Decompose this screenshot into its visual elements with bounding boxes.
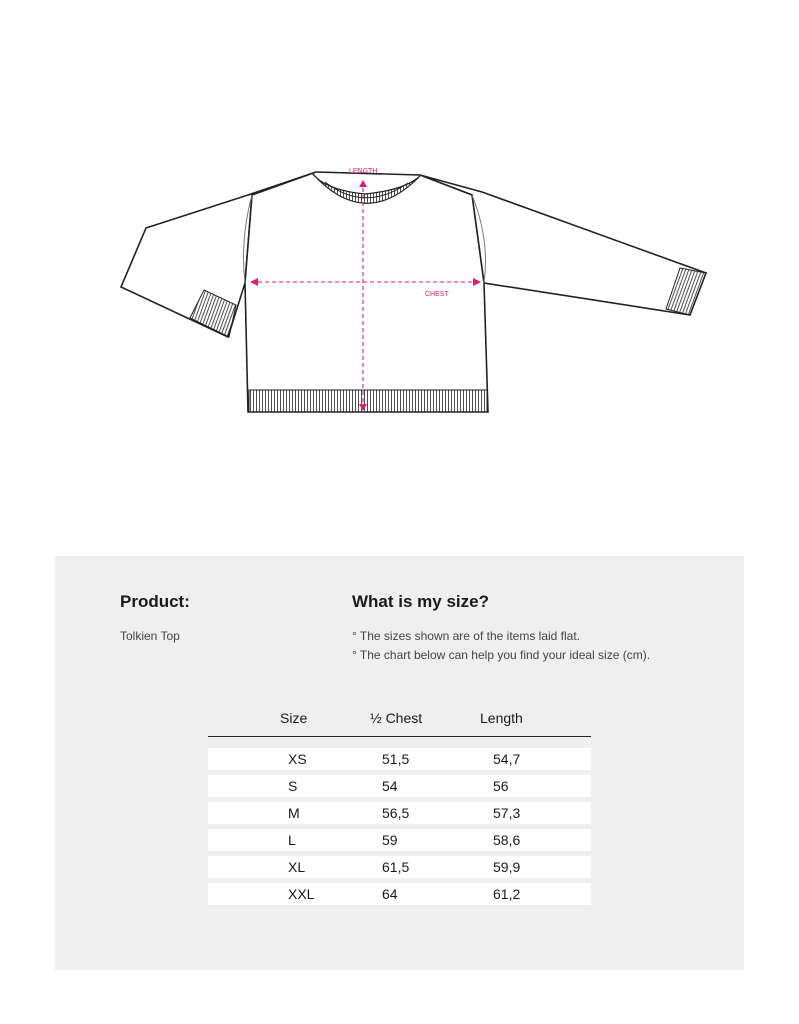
- half-chest-cell: 64: [382, 886, 398, 902]
- length-cell: 58,6: [493, 832, 521, 848]
- sizing-note: ° The sizes shown are of the items laid flat.: [352, 629, 581, 643]
- product-name: Tolkien Top: [120, 629, 180, 643]
- half-chest-cell: 59: [382, 832, 398, 848]
- header-size: Size: [280, 710, 308, 726]
- hem-rib: [249, 390, 487, 412]
- half-chest-cell: 56,5: [382, 805, 410, 821]
- size-cell: XS: [288, 751, 307, 767]
- length-label: LENGTH: [349, 168, 378, 175]
- table-row: [208, 802, 591, 824]
- header-length: Length: [480, 710, 523, 726]
- length-cell: 57,3: [493, 805, 521, 821]
- size-cell: S: [288, 778, 298, 794]
- product-heading: Product:: [120, 592, 190, 611]
- half-chest-cell: 61,5: [382, 859, 410, 875]
- size-cell: L: [288, 832, 296, 848]
- half-chest-cell: 54: [382, 778, 398, 794]
- size-cell: M: [288, 805, 300, 821]
- length-cell: 59,9: [493, 859, 521, 875]
- length-cell: 54,7: [493, 751, 521, 767]
- table-row: [208, 775, 591, 797]
- table-row: [208, 829, 591, 851]
- length-cell: 56: [493, 778, 509, 794]
- size-info-panel: [55, 556, 744, 970]
- size-cell: XL: [288, 859, 306, 875]
- size-heading: What is my size?: [352, 592, 489, 611]
- length-cell: 61,2: [493, 886, 521, 902]
- table-row: [208, 856, 591, 878]
- chest-label: CHEST: [425, 291, 449, 298]
- half-chest-cell: 51,5: [382, 751, 410, 767]
- size-cell: XXL: [288, 886, 315, 902]
- table-row: [208, 748, 591, 770]
- table-row: [208, 883, 591, 905]
- sweater-diagram: [0, 0, 799, 500]
- size-table-header: [208, 706, 591, 737]
- size-table: [208, 706, 591, 910]
- header-half-chest: ½ Chest: [370, 710, 423, 726]
- sizing-note: ° The chart below can help you find your ideal size (cm).: [352, 648, 651, 662]
- sweater-body: [245, 172, 488, 412]
